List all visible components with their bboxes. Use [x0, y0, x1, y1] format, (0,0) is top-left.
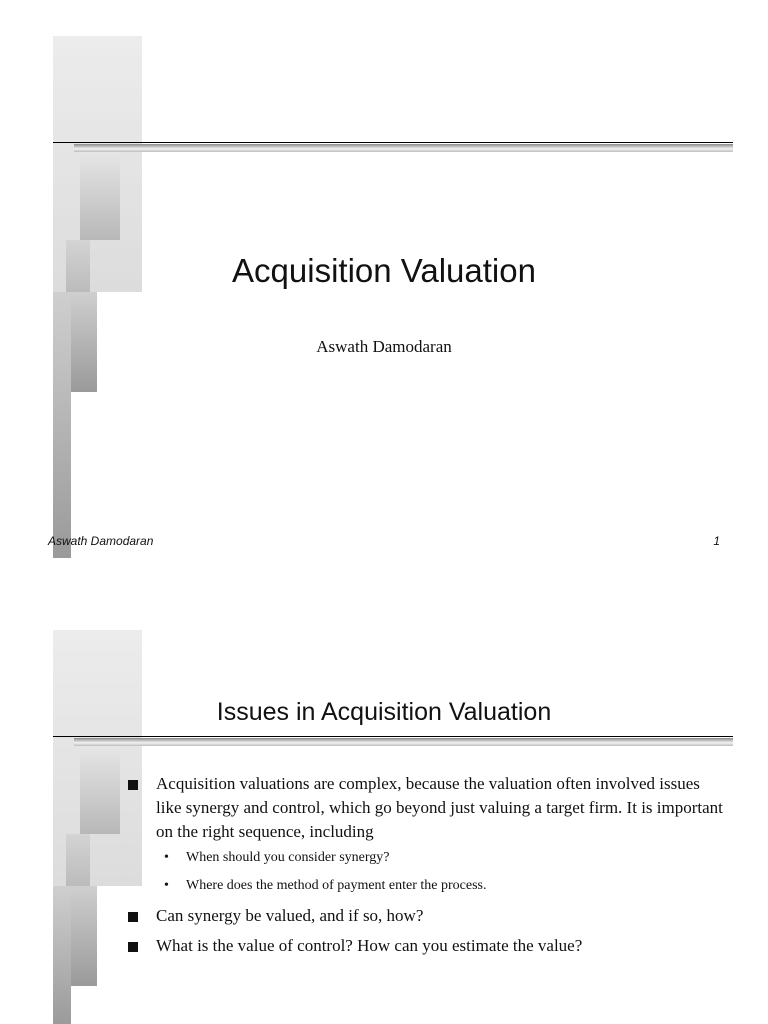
- sub-bullet-text: When should you consider synergy?: [186, 850, 390, 865]
- decorative-bar: [70, 886, 97, 986]
- slide-title: Acquisition Valuation: [232, 252, 536, 289]
- page-number: 1: [713, 534, 720, 548]
- slide-title: Issues in Acquisition Valuation: [216, 698, 552, 726]
- footer-author: Aswath Damodaran: [48, 534, 154, 548]
- square-bullet-icon: [128, 780, 138, 790]
- divider-line: [53, 736, 733, 737]
- divider-bar: [74, 738, 733, 746]
- round-bullet-icon: •: [164, 878, 169, 893]
- bullet-item: [128, 934, 728, 958]
- author-name: Aswath Damodaran: [316, 337, 452, 356]
- square-bullet-icon: [128, 942, 138, 952]
- decorative-bar: [53, 292, 71, 558]
- sub-bullet-item: [128, 848, 728, 868]
- divider-line: [53, 142, 733, 143]
- decorative-bar: [53, 886, 71, 1024]
- bullet-text: Acquisition valuations are complex, because the valuation often involved issues like synergy and control, which go beyond just valuing a target firm. It is important on the right sequence, including: [156, 774, 723, 841]
- bullet-list: [128, 772, 728, 962]
- square-bullet-icon: [128, 912, 138, 922]
- bullet-text: Can synergy be valued, and if so, how?: [156, 906, 424, 925]
- bullet-item: [128, 772, 728, 844]
- decorative-bar: [80, 152, 120, 240]
- divider-bar: [74, 144, 733, 152]
- bullet-item: [128, 904, 728, 928]
- content-slide: [0, 594, 768, 1024]
- round-bullet-icon: •: [164, 850, 169, 865]
- sub-bullet-text: Where does the method of payment enter the process.: [186, 878, 487, 893]
- decorative-bar: [80, 746, 120, 834]
- sub-bullet-item: [128, 876, 728, 896]
- bullet-text: What is the value of control? How can you estimate the value?: [156, 936, 583, 955]
